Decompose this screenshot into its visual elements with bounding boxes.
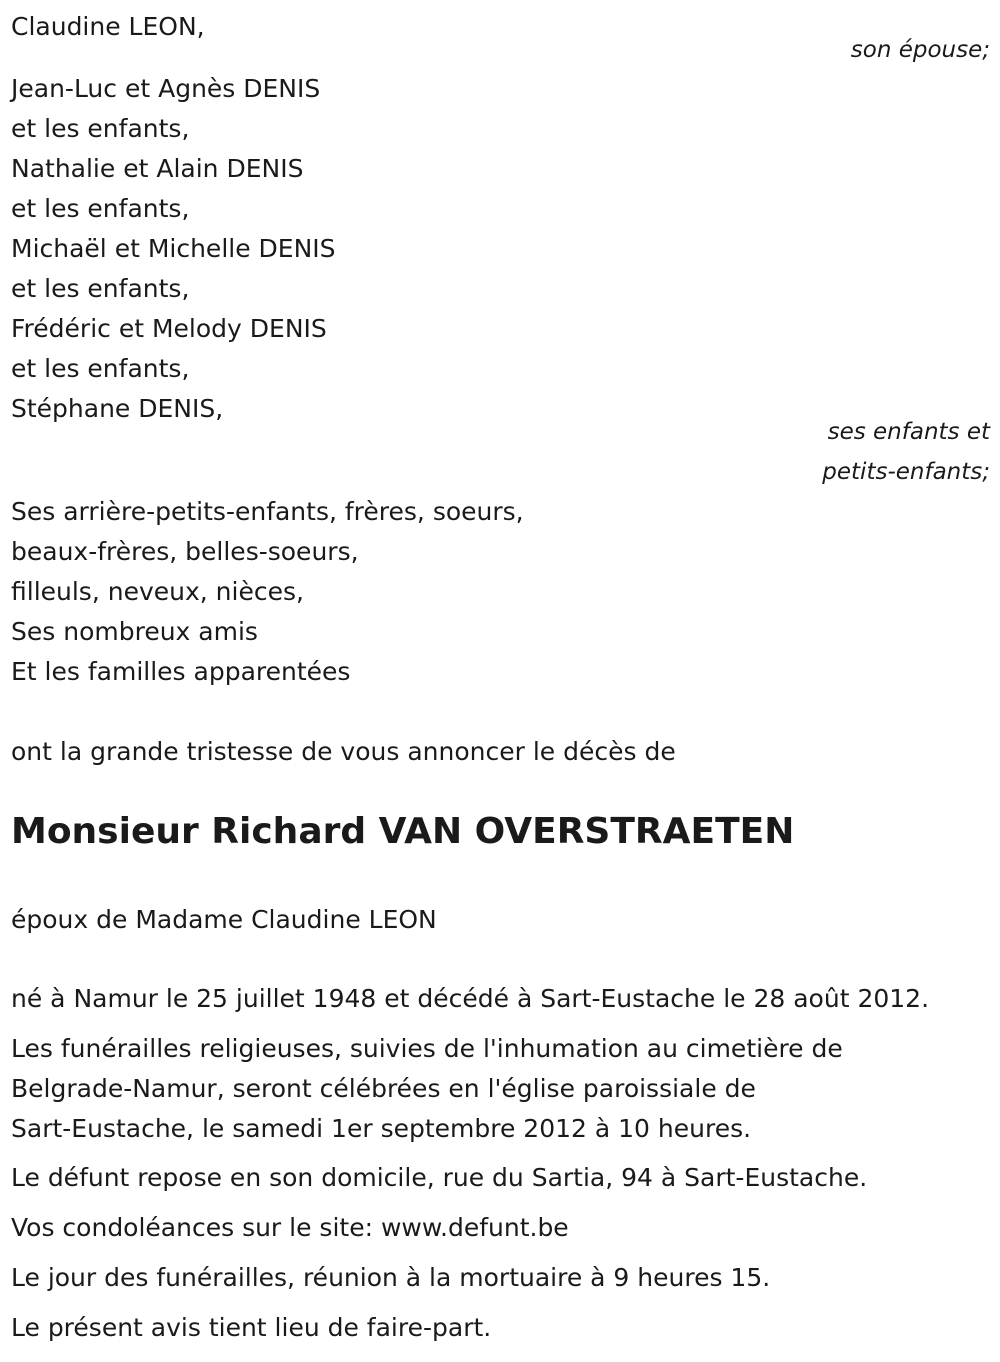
notice-text: Le présent avis tient lieu de faire-part. [11,1313,492,1342]
spouse-of-text: époux de Madame Claudine LEON [11,905,437,934]
children-line: et les enfants, [11,274,190,303]
birth-death-text: né à Namur le 25 juillet 1948 et décédé à Sart-Eustache le 28 août 2012. [11,984,930,1013]
meeting-text: Le jour des funérailles, réunion à la mortuaire à 9 heures 15. [11,1263,771,1292]
children-role-line2: petits-enfants; [822,459,990,485]
children-line: Michaël et Michelle DENIS [11,234,336,263]
relatives-line: Ses arrière-petits-enfants, frères, soeurs, [11,497,524,526]
funeral-line: Sart-Eustache, le samedi 1er septembre 2012 à 10 heures. [11,1114,752,1143]
relatives-line: beaux-frères, belles-soeurs, [11,537,359,566]
children-role-line1: ses enfants et [827,419,990,445]
children-line: Stéphane DENIS, [11,394,224,423]
condolences-text: Vos condoléances sur le site: www.defunt.be [11,1213,569,1242]
funeral-line: Les funérailles religieuses, suivies de l'inhumation au cimetière de [11,1034,843,1063]
relatives-line: filleuls, neveux, nièces, [11,577,304,606]
children-line: et les enfants, [11,354,190,383]
announcement-text: ont la grande tristesse de vous annoncer le décès de [11,737,676,766]
children-line: Jean-Luc et Agnès DENIS [11,74,321,103]
children-line: et les enfants, [11,114,190,143]
relatives-line: Et les familles apparentées [11,657,351,686]
funeral-line: Belgrade-Namur, seront célébrées en l'église paroissiale de [11,1074,756,1103]
children-line: Frédéric et Melody DENIS [11,314,327,343]
rest-place-text: Le défunt repose en son domicile, rue du Sartia, 94 à Sart-Eustache. [11,1163,868,1192]
children-line: Nathalie et Alain DENIS [11,154,304,183]
deceased-name: Monsieur Richard VAN OVERSTRAETEN [11,811,795,852]
relatives-line: Ses nombreux amis [11,617,258,646]
spouse-name: Claudine LEON, [11,12,205,41]
spouse-role: son épouse; [850,37,990,63]
children-line: et les enfants, [11,194,190,223]
